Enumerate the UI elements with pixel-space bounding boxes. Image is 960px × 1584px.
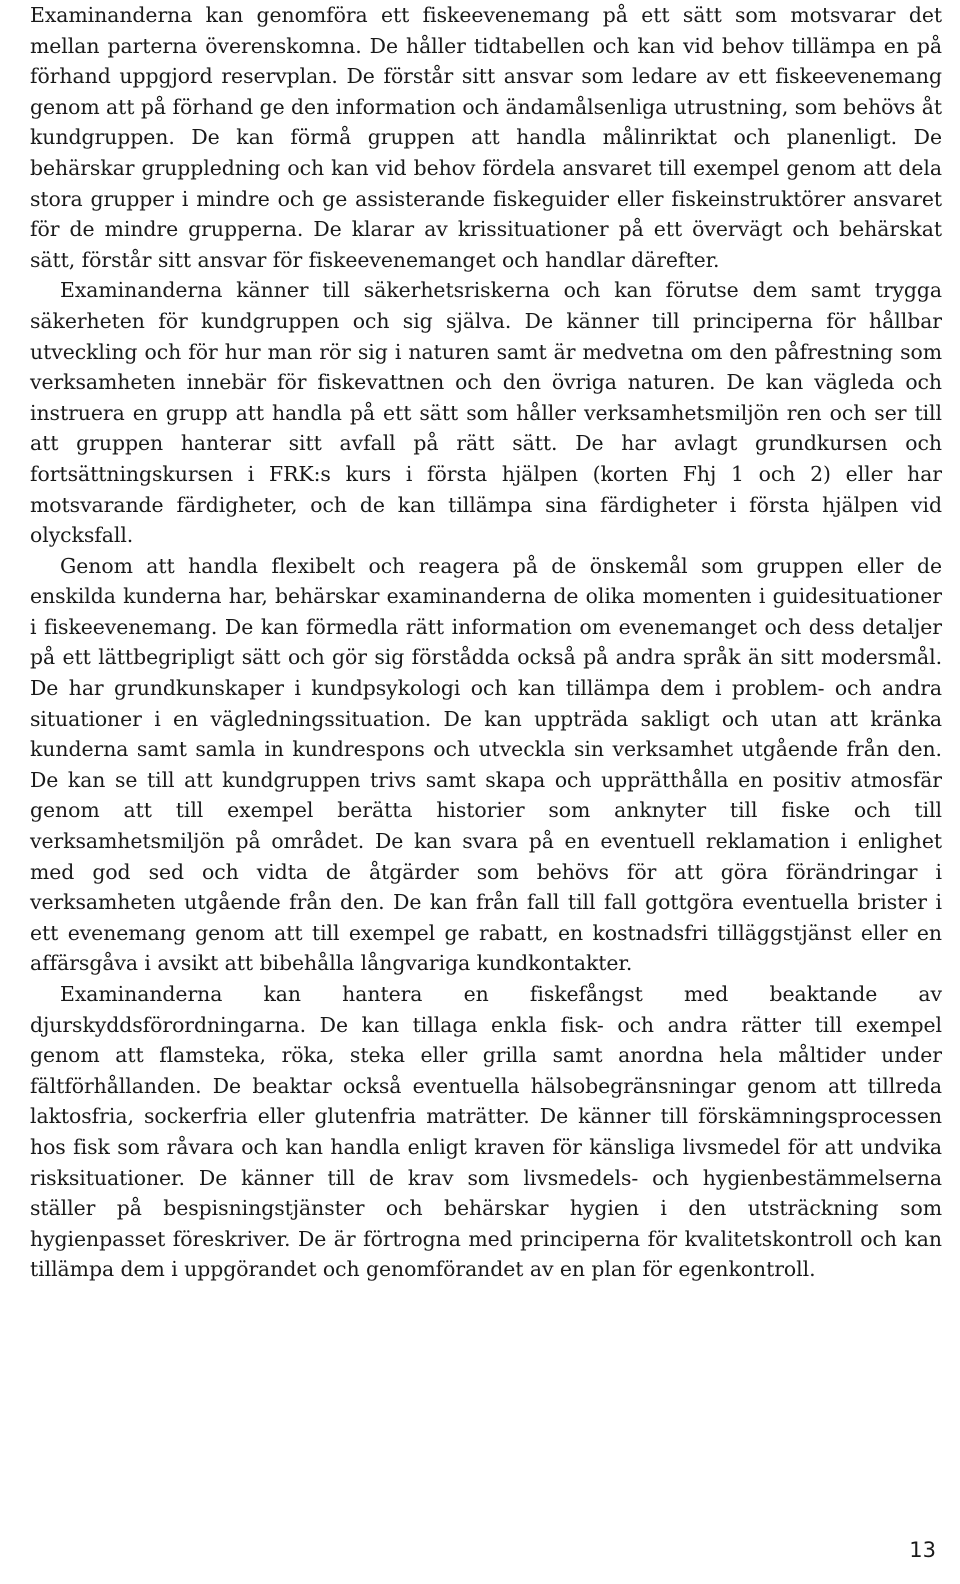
paragraph-4: Examinanderna kan hantera en fiskefångst med beaktande av djurskyddsförordningarna. De kan tillaga enkla fisk- och andra rätter till exempel genom att flamsteka, röka, steka eller grilla samt anordna hela måltider under fältförhållanden. De beaktar också eventuella hälsobegränsningar genom att tillreda laktosfria, sockerfria eller glutenfria maträtter. De känner till förskämningsprocessen hos fisk som råvara och kan handla enligt kraven för känsliga livsmedel för att undvika risksituationer. De känner till de krav som livsmedels- och hygienbestämmelserna ställer på bespisningstjänster och behärskar hygien i den utsträckning som hygienpasset föreskriver. De är förtrogna med principerna för kvalitetskontroll och kan tillämpa dem i uppgörandet och genomförandet av en plan för egenkontroll. [30,982,942,1282]
paragraph-1: Examinanderna kan genomföra ett fiskeevenemang på ett sätt som motsvarar det mellan parterna överenskomna. De håller tidtabellen och kan vid behov tillämpa en på förhand uppgjord reservplan. De förstår sitt ansvar som ledare av ett fiskeevenemang genom att på förhand ge den information och ändamålsenliga utrustning, som behövs åt kundgruppen. De kan förmå gruppen att handla målinriktat och planenligt. De behärskar gruppledning och kan vid behov fördela ansvaret till exempel genom att dela stora grupper i mindre och ge assisterande fiskeguider eller fiskeinstruktörer ansvaret för de mindre grupperna. De klarar av krissituationer på ett övervägt och behärskat sätt, förstår sitt ansvar för fiskeevenemanget och handlar därefter. [30,3,942,272]
paragraph-3: Genom att handla flexibelt och reagera på de önskemål som gruppen eller de enskilda kunderna har, behärskar examinanderna de olika momenten i guidesituationer i fiskeevenemang. De kan förmedla rätt information om evenemanget och dess detaljer på ett lättbegripligt sätt och gör sig förstådda också på andra språk än sitt modersmål. De har grundkunskaper i kundpsykologi och kan tillämpa dem i problem- och andra situationer i en vägledningssituation. De kan uppträda sakligt och utan att kränka kunderna samt samla in kundrespons och utveckla sin verksamhet utgående från den. De kan se till att kundgruppen trivs samt skapa och upprätthålla en positiv atmosfär genom att till exempel berätta historier som anknyter till fiske och till verksamhetsmiljön på området. De kan svara på en eventuell reklamation i enlighet med god sed och vidta de åtgärder som behövs för att göra förändringar i verksamheten utgående från den. De kan från fall till fall gottgöra eventuella brister i ett evenemang genom att till exempel ge rabatt, en kostnadsfri tilläggstjänst eller en affärsgåva i avsikt att bibehålla långvariga kundkontakter. [30,553,942,976]
page-number: 13 [909,1538,936,1562]
body-text [30,0,942,1285]
paragraph-2: Examinanderna känner till säkerhetsriskerna och kan förutse dem samt trygga säkerheten för kundgruppen och sig själva. De känner till principerna för hållbar utveckling och för hur man rör sig i naturen samt är medvetna om den påfrestning som verksamheten innebär för fiskevattnen och den övriga naturen. De kan vägleda och instruera en grupp att handla på ett sätt som håller verksamhetsmiljön ren och ser till att gruppen hanterar sitt avfall på rätt sätt. De har avlagt grundkursen och fortsättningskursen i FRK:s kurs i första hjälpen (korten Fhj 1 och 2) eller har motsvarande färdigheter, och de kan tillämpa sina färdigheter i första hjälpen vid olycksfall. [30,278,942,548]
